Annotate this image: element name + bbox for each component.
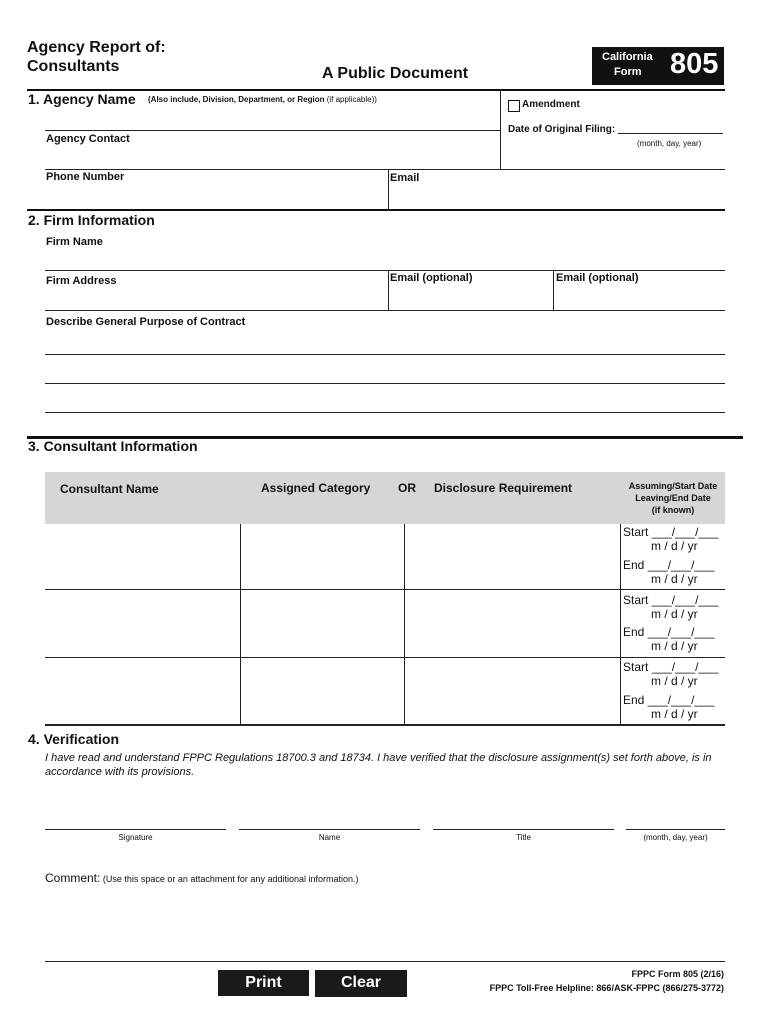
agency-contact-input[interactable] — [46, 148, 500, 166]
start-date-format: m / d / yr — [651, 607, 698, 621]
form-id: FPPC Form 805 (2/16) — [631, 969, 724, 979]
end-date[interactable] — [623, 693, 714, 707]
public-document-subtitle: A Public Document — [322, 65, 469, 82]
consultant-name-input[interactable] — [48, 662, 240, 720]
assigned-category-input[interactable] — [243, 528, 405, 586]
consultant-name-input[interactable] — [48, 594, 240, 652]
agency-contact-line — [45, 169, 725, 170]
firm-email-optional-1-label: Email (optional) — [390, 272, 473, 284]
amendment-checkbox[interactable] — [508, 100, 520, 112]
date-filing-line — [618, 133, 723, 134]
verification-date-line — [626, 829, 725, 830]
agency-contact-label: Agency Contact — [46, 133, 130, 145]
end-date-format: m / d / yr — [651, 639, 698, 653]
firm-email-optional-2-label: Email (optional) — [556, 272, 639, 284]
name-line — [239, 829, 420, 830]
firm-address-label: Firm Address — [46, 275, 117, 287]
purpose-label: Describe General Purpose of Contract — [46, 316, 246, 328]
firm-name-label: Firm Name — [46, 236, 103, 248]
title-line — [433, 829, 614, 830]
firm-address-divider — [388, 270, 389, 310]
firm-email-divider — [553, 270, 554, 310]
phone-input[interactable] — [46, 187, 385, 205]
purpose-line1-input[interactable] — [46, 336, 720, 354]
agency-note — [148, 95, 377, 104]
col-assigned-category: Assigned Category — [261, 481, 371, 495]
section1-bottom-rule — [27, 209, 725, 211]
end-label: End — [623, 625, 645, 639]
end-date[interactable] — [623, 558, 714, 572]
assigned-category-input[interactable] — [243, 594, 405, 652]
purpose-line2-input[interactable] — [46, 365, 720, 383]
disclosure-requirement-input[interactable] — [407, 594, 621, 652]
amendment-label: Amendment — [522, 99, 580, 110]
start-blank: ___/___/___ — [651, 525, 719, 539]
badge-california: California — [602, 51, 653, 63]
section1-divider — [500, 91, 501, 169]
consultant-table-header — [45, 472, 725, 524]
end-label: End — [623, 693, 645, 707]
end-label: End — [623, 558, 645, 572]
email-input[interactable] — [392, 187, 726, 205]
end-blank: ___/___/___ — [647, 625, 715, 639]
section1-heading: 1. Agency Name — [28, 91, 136, 107]
firm-email-1-input[interactable] — [392, 290, 551, 308]
agency-name-input[interactable] — [46, 111, 500, 129]
col-disclosure-requirement: Disclosure Requirement — [434, 481, 573, 495]
col-consultant-name: Consultant Name — [60, 482, 159, 496]
end-blank: ___/___/___ — [647, 558, 715, 572]
purpose-line3-input[interactable] — [46, 394, 720, 412]
date-filing-hint: (month, day, year) — [637, 139, 702, 148]
signature-input[interactable] — [46, 812, 228, 830]
phone-email-divider — [388, 169, 389, 209]
name-label: Name — [318, 833, 341, 842]
start-date-format: m / d / yr — [651, 674, 698, 688]
start-date[interactable] — [623, 593, 718, 607]
start-date[interactable] — [623, 660, 718, 674]
title-input[interactable] — [434, 812, 616, 830]
verification-statement: I have read and understand FPPC Regulations 18700.3 and 18734. I have verified that the disclosure assignment(s) set forth above, is in accordance with its provisions. — [45, 752, 712, 778]
end-date-format: m / d / yr — [651, 707, 698, 721]
print-button[interactable]: Print — [218, 970, 309, 996]
title-label: Title — [516, 833, 531, 842]
comment-hint: (Use this space or an attachment for any additional information.) — [100, 874, 359, 884]
assigned-category-input[interactable] — [243, 662, 405, 720]
name-input[interactable] — [240, 812, 422, 830]
end-date[interactable] — [623, 625, 714, 639]
agency-note-bold: (Also include, Division, Department, or Region — [148, 95, 325, 104]
comment-label: Comment: — [45, 871, 101, 885]
col-dates — [617, 480, 729, 516]
start-label: Start — [623, 525, 649, 539]
form-title-line1: Agency Report of: — [27, 39, 166, 56]
signature-line — [45, 829, 226, 830]
start-date[interactable] — [623, 525, 718, 539]
firm-name-input[interactable] — [46, 251, 720, 269]
comment-textarea[interactable] — [46, 888, 726, 960]
badge-form: Form — [614, 66, 642, 78]
section4-heading: 4. Verification — [28, 731, 120, 747]
table-row — [45, 524, 725, 589]
form-805-badge — [592, 47, 724, 85]
firm-email-2-input[interactable] — [558, 290, 724, 308]
table-row — [45, 658, 725, 724]
verification-date-input[interactable] — [627, 812, 727, 830]
date-filing-label: Date of Original Filing: — [508, 124, 616, 135]
start-label: Start — [623, 593, 649, 607]
start-blank: ___/___/___ — [651, 660, 719, 674]
email-label: Email — [390, 172, 420, 184]
start-blank: ___/___/___ — [651, 593, 719, 607]
start-label: Start — [623, 660, 649, 674]
firm-name-line — [45, 270, 725, 271]
firm-address-input[interactable] — [46, 290, 385, 308]
table-row — [45, 590, 725, 657]
form-title-line2: Consultants — [27, 58, 120, 75]
firm-address-line — [45, 310, 725, 311]
purpose-line-3 — [45, 412, 725, 413]
footer-rule — [45, 961, 725, 962]
phone-label: Phone Number — [46, 171, 125, 183]
date-filing-input[interactable] — [620, 120, 724, 134]
helpline: FPPC Toll-Free Helpline: 866/ASK-FPPC (866/275-3772) — [489, 983, 724, 993]
badge-form-number: 805 — [670, 48, 719, 80]
col-or: OR — [398, 481, 416, 495]
form-title — [27, 38, 166, 76]
end-date-format: m / d / yr — [651, 572, 698, 586]
disclosure-requirement-input[interactable] — [407, 528, 621, 586]
disclosure-requirement-input[interactable] — [407, 662, 621, 720]
verification-date-label: (month, day, year) — [643, 833, 708, 842]
end-blank: ___/___/___ — [647, 693, 715, 707]
col-dates-line2: Leaving/End Date — [635, 493, 711, 503]
agency-note-light: (if applicable)) — [324, 95, 377, 104]
col-dates-line1: Assuming/Start Date — [628, 481, 718, 491]
purpose-line-1 — [45, 354, 725, 355]
signature-label: Signature — [118, 833, 153, 842]
purpose-line-2 — [45, 383, 725, 384]
col-dates-line3: (if known) — [651, 505, 695, 515]
comment-label-row — [45, 869, 359, 887]
start-date-format: m / d / yr — [651, 539, 698, 553]
section3-heading: 3. Consultant Information — [28, 438, 198, 454]
table-bottom-line — [45, 724, 725, 726]
clear-button[interactable]: Clear — [315, 970, 407, 997]
consultant-name-input[interactable] — [48, 528, 240, 586]
section2-heading: 2. Firm Information — [28, 212, 155, 228]
agency-name-line — [45, 130, 500, 131]
